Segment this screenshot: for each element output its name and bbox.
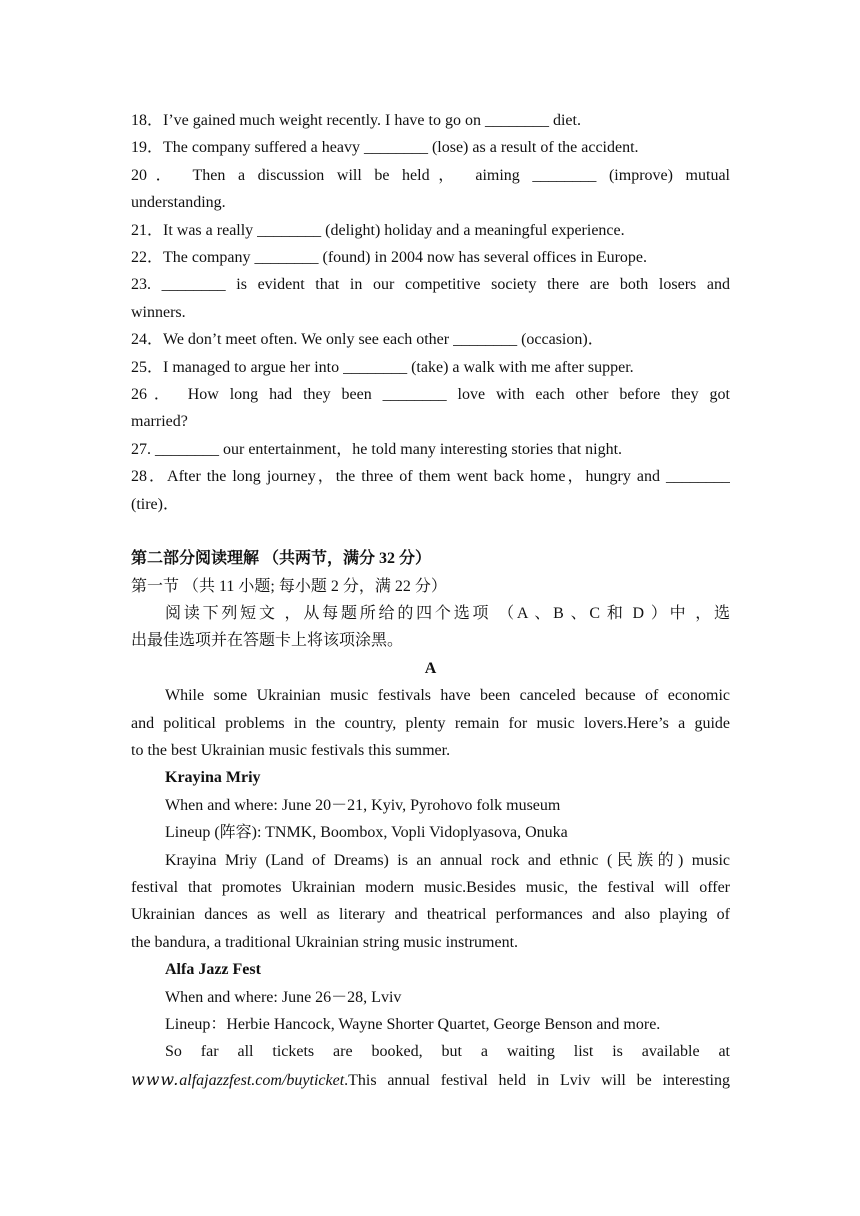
question-20-line2: understanding.: [131, 194, 226, 212]
section-heading: 第二部分阅读理解 （共两节，满分 32 分）: [131, 550, 432, 568]
question-23-line1: 23. ________ is evident that in our competitive society there are both losers and: [131, 276, 730, 294]
question-19: 19．The company suffered a heavy ________ (lose) as a result of the accident.: [131, 139, 639, 157]
festival-1-desc-line1: Krayina Mriy (Land of Dreams) is an annual rock and ethnic (民族的) music: [165, 851, 730, 869]
document-page: [131, 107, 730, 1094]
festival-2-lineup: Lineup：Herbie Hancock, Wayne Shorter Quartet, George Benson and more.: [165, 1016, 661, 1033]
intro-line2: and political problems in the country, plenty remain for music lovers.Here’s a guide: [131, 714, 730, 732]
part-heading: 第一节 （共 11 小题; 每小题 2 分，满 22 分）: [131, 577, 447, 595]
festival-1-desc-line4: the bandura, a traditional Ukrainian string music instrument.: [131, 933, 519, 951]
intro-line1: While some Ukrainian music festivals have been canceled because of economic: [165, 687, 730, 705]
question-26-line2: married?: [131, 413, 188, 431]
question-25: 25．I managed to argue her into ________ (take) a walk with me after supper.: [131, 358, 634, 376]
festival-2-desc-line1: So far all tickets are booked, but a waiting list is available at: [165, 1043, 730, 1061]
festival-2-title: Alfa Jazz Fest: [165, 961, 261, 979]
festival-1-desc-line3: Ukrainian dances as well as literary and theatrical performances and also playing of: [131, 906, 730, 924]
festival-1-when: When and where: June 20－21, Kyiv, Pyrohovo folk museum: [165, 796, 561, 814]
instructions-line2: 出最佳选项并在答题卡上将该项涂黑。: [131, 632, 404, 650]
question-18: 18．I’ve gained much weight recently. I have to go on ________ diet.: [131, 112, 581, 129]
question-27: 27. ________ our entertainment，he told many interesting stories that night.: [131, 440, 623, 458]
question-24: 24．We don’t meet often. We only see each other ________ (occasion)．: [131, 331, 604, 349]
question-28-line1: 28．After the long journey，the three of them went back home，hungry and ________: [131, 468, 730, 486]
festival-2-when: When and where: June 26－28, Lviv: [165, 988, 402, 1006]
question-22: 22．The company ________ (found) in 2004 now has several offices in Europe.: [131, 249, 648, 267]
intro-line3: to the best Ukrainian music festivals this summer.: [131, 741, 451, 759]
passage-label: A: [424, 659, 437, 677]
festival-2-desc-tail: .This annual festival held in Lviv will be interesting: [344, 1071, 730, 1089]
festival-1-lineup: Lineup (阵容): TNMK, Boombox, Vopli Vidoplyasova, Onuka: [165, 824, 568, 842]
festival-1-desc-line2: festival that promotes Ukrainian modern music.Besides music, the festival will offer: [131, 878, 730, 896]
question-28-line2: (tire)．: [131, 495, 179, 513]
question-26-line1: 26． How long had they been ________ love with each other before they got: [131, 386, 730, 404]
question-23-line2: winners.: [131, 303, 186, 321]
ticket-url-www[interactable]: www.: [131, 1069, 180, 1089]
question-20-line1: 20． Then a discussion will be held， aiming ________ (improve) mutual: [131, 166, 730, 184]
question-21: 21．It was a really ________ (delight) holiday and a meaningful experience.: [131, 221, 625, 239]
section-gap: [131, 518, 730, 545]
ticket-url-path[interactable]: alfajazzfest.com/buyticket: [179, 1071, 345, 1089]
festival-2-desc-line2: [131, 1066, 730, 1094]
festival-1-title: Krayina Mriy: [165, 769, 261, 787]
instructions-line1: 阅读下列短文 ，从每题所给的四个选项 （A 、B 、C 和 D ）中 ，选: [165, 604, 730, 622]
